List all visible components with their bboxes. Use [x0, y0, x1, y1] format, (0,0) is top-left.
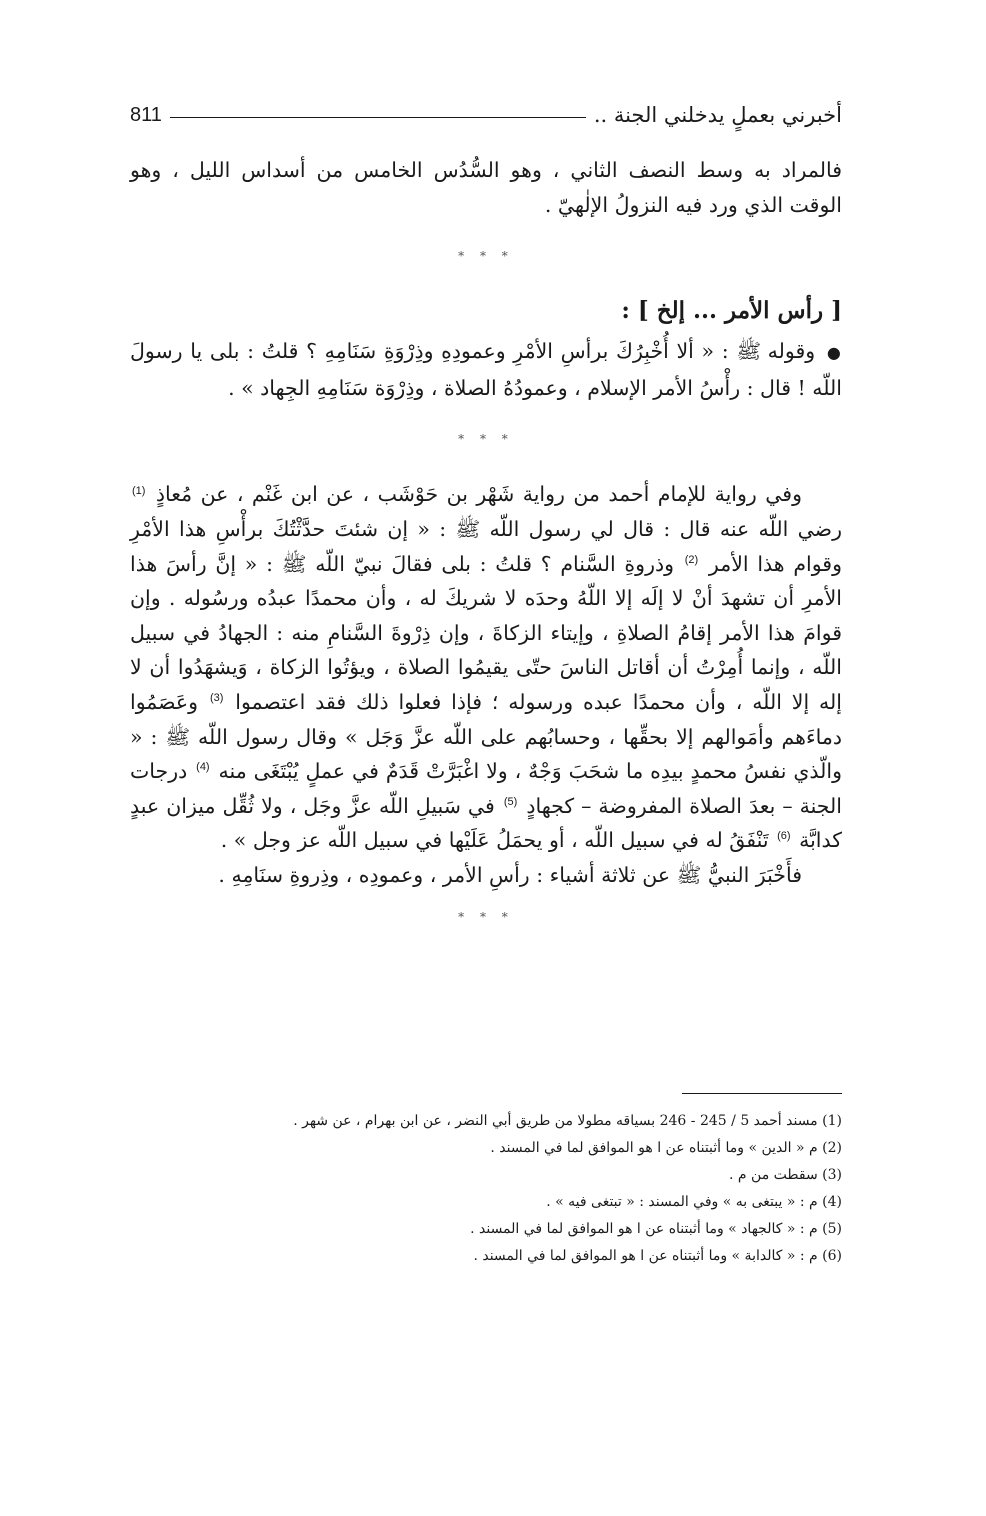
footnotes [130, 1093, 842, 1270]
footnote-ref[interactable]: (4) [196, 761, 210, 774]
intro-paragraph: فالمراد به وسط النصف الثاني ، وهو السُّدُس الخامس من أسداس الليل ، وهو الوقت الذي ورد فيه النزولُ الإلٰهيّ . [130, 158, 842, 217]
footnote-ref[interactable]: (1) [132, 484, 146, 497]
body-text: في سَبيلِ اللّه عزَّ وجَل ، ولا ثُقِّل ميزان عبدٍ كدابَّة [130, 793, 842, 853]
body-text: رضي اللّه عنه قال : قال لي رسول اللّه ﷺ : « إن شئتَ حدَّثْتُكَ برأْسِ هذا الأمْرِ وقوام هذا الأمر [130, 516, 842, 576]
footnote-item: (6) م : « كالدابة » وما أثبتناه عن ا هو الموافق لما في المسند . [473, 1248, 842, 1264]
body-text: تَنْفَقُ له في سبيل اللّه ، أو يحمَلُ عَلَيْها في سبيل اللّه عز وجل » . [220, 828, 769, 853]
section-separator: * * * [458, 909, 514, 924]
footnote-ref[interactable]: (6) [777, 830, 791, 843]
footnote-rule [682, 1093, 842, 1094]
running-header-title: أخبرني بعملٍ يدخلني الجنة .. [593, 103, 842, 127]
footnote-item: (5) م : « كالجهاد » وما أثبتناه عن ا هو الموافق لما في المسند . [470, 1221, 842, 1237]
page-number: 811 [130, 103, 162, 126]
hadith-text: وقوله ﷺ : « ألا أُخْبِرُكَ برأسِ الأمْرِ وعمودِهِ وذِرْوَةِ سَنَامِهِ ؟ قلتُ : بلى يا رسولَ اللّه ! قال : رأْسُ الأمر الإسلام ، وعمودُهُ الصلاة ، وذِرْوَة سَنَامِهِ الجِهاد » . [130, 339, 842, 400]
body-text: وفي رواية للإمام أحمد من رواية شَهْر بن حَوْشَب ، عن ابن غَنْم ، عن مُعاذٍ [155, 482, 802, 507]
footnote-item: (3) سقطت من م . [729, 1167, 842, 1183]
section-heading: [ رأس الأمر ... إلخ ] : [621, 297, 842, 325]
body-text: وذروةِ السَّنام ؟ قلتُ : بلى فقالَ نبيّ اللّه ﷺ : « إنَّ رأسَ هذا الأمرِ أن تشهدَ أنْ لا إلَه إلا اللّهُ وحدَه لا شريكَ له ، وأن محمدًا عبدُه ورسُوله . وإن قوامَ هذا الأمر إقامُ الصلاةِ ، وإيتاء الزكاةَ ، وإن ذِرْوةَ السَّنامِ منه : الجهادُ في سبيل اللّه ، وإنما أُمِرْتُ أن أقاتل الناسَ حتّى يقيمُوا الصلاة ، ويؤتُوا الزكاة ، وَيشهَدُوا أن لا إله إلا اللّه ، وأن محمدًا عبده ورسوله ؛ فإذا فعلوا ذلك فقد اعتصموا [130, 551, 842, 714]
body-paragraph [130, 477, 842, 858]
section-separator: * * * [458, 432, 514, 447]
hadith-paragraph [130, 334, 842, 405]
page-content [130, 95, 842, 955]
footnote-item: (2) م « الدين » وما أثبتناه عن ا هو الموافق لما في المسند . [490, 1140, 842, 1156]
summary-paragraph: فأَخْبَرَ النبيُّ ﷺ عن ثلاثة أشياء : رأسِ الأمر ، وعمودِه ، وذِروةِ سنَامِهِ . [218, 862, 802, 887]
footnote-ref[interactable]: (2) [684, 553, 699, 566]
footnote-item: (1) مسند أحمد 5 / 245 - 246 بسياقه مطولا من طريق أبي النضر ، عن ابن بهرام ، عن شهر . [293, 1113, 842, 1129]
header-rule [170, 117, 586, 118]
footnote-ref[interactable]: (5) [503, 795, 518, 808]
running-header [130, 95, 842, 135]
footnote-item: (4) م : « يبتغى به » وفي المسند : « تبتغى فيه » . [546, 1194, 842, 1210]
body-text: وعَصَمُوا دماءَهم وأمَوالهم إلا بحقِّها ، وحسابُهم على اللّه عزَّ وَجَل » وقال رسول اللّه ﷺ : « والّذي نفسُ محمدٍ بيدِه ما شحَبَ وَجْهٌ ، ولا اغْبَرَّتْ قَدَمٌ في عملٍ يُبْتَغَى منه [130, 689, 842, 784]
section-separator: * * * [458, 249, 514, 264]
footnote-ref[interactable]: (3) [209, 692, 224, 705]
body-text: درجات الجنة – بعدَ الصلاة المفروضة – كجهادٍ [130, 759, 842, 818]
bullet-icon: ● [826, 343, 842, 363]
